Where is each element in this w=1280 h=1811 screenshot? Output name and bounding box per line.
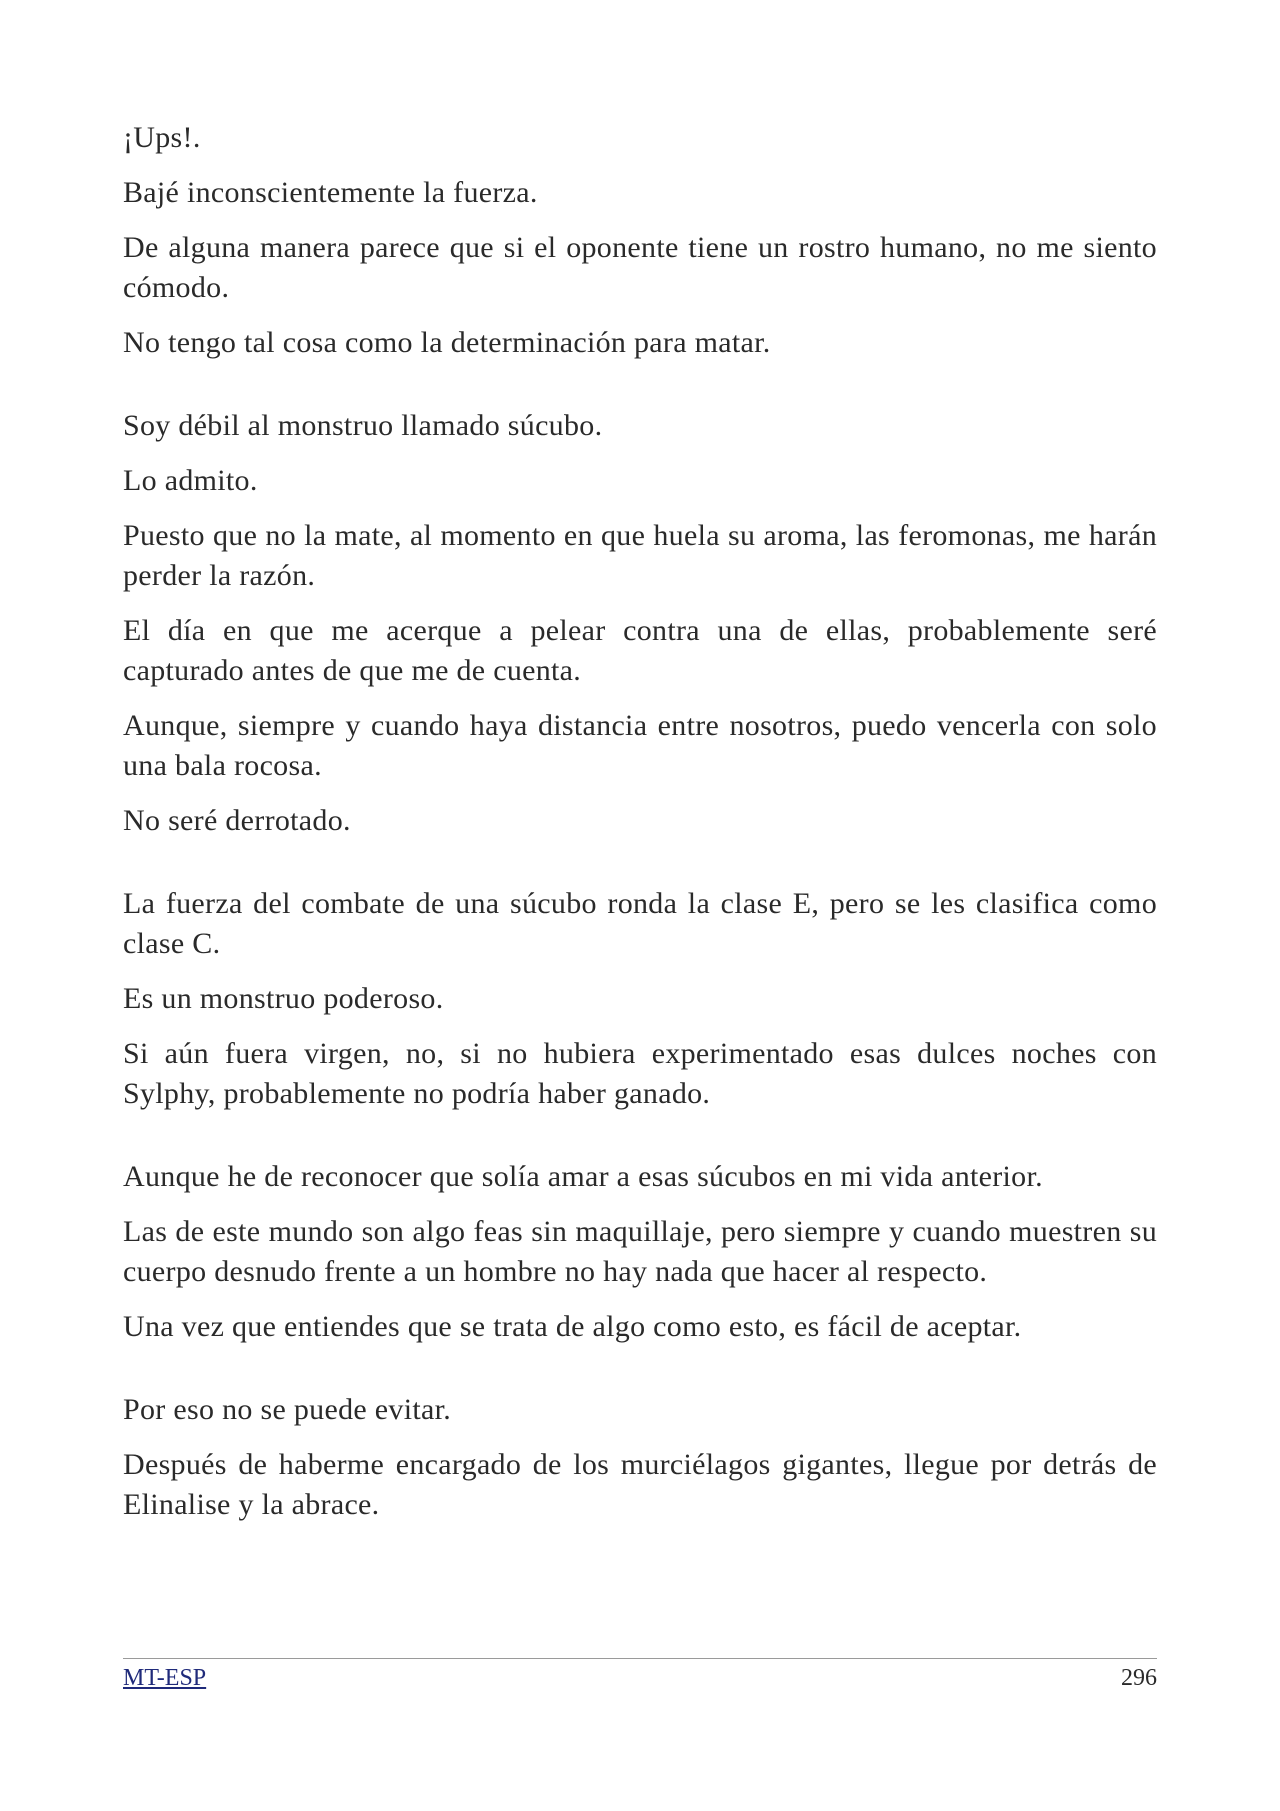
document-body (123, 118, 1157, 1540)
paragraph: Si aún fuera virgen, no, si no hubiera experimentado esas dulces noches con Sylphy, probablemente no podría haber ganado. (123, 1037, 1157, 1110)
paragraph: El día en que me acerque a pelear contra una de ellas, probablemente seré capturado antes de que me de cuenta. (123, 614, 1157, 687)
paragraph: Soy débil al monstruo llamado súcubo. (123, 409, 603, 442)
paragraph: Aunque, siempre y cuando haya distancia entre nosotros, puedo vencerla con solo una bala rocosa. (123, 709, 1157, 782)
paragraph: Aunque he de reconocer que solía amar a esas súcubos en mi vida anterior. (123, 1160, 1043, 1193)
footer-divider (123, 1658, 1157, 1659)
page-footer (123, 1662, 1157, 1694)
paragraph: Bajé inconscientemente la fuerza. (123, 176, 538, 209)
paragraph: Las de este mundo son algo feas sin maquillaje, pero siempre y cuando muestren su cuerpo desnudo frente a un hombre no hay nada que hacer al respecto. (123, 1215, 1157, 1288)
paragraph: De alguna manera parece que si el oponente tiene un rostro humano, no me siento cómodo. (123, 231, 1157, 304)
paragraph: Por eso no se puede evitar. (123, 1393, 452, 1426)
paragraph: Es un monstruo poderoso. (123, 982, 444, 1015)
paragraph: Lo admito. (123, 464, 258, 497)
paragraph: No tengo tal cosa como la determinación para matar. (123, 326, 771, 359)
paragraph: Después de haberme encargado de los murciélagos gigantes, llegue por detrás de Elinalise y la abrace. (123, 1448, 1157, 1521)
paragraph: Una vez que entiendes que se trata de algo como esto, es fácil de aceptar. (123, 1310, 1022, 1343)
paragraph: Puesto que no la mate, al momento en que huela su aroma, las feromonas, me harán perder la razón. (123, 519, 1157, 592)
paragraph: ¡Ups!. (123, 121, 201, 154)
paragraph: No seré derrotado. (123, 804, 351, 837)
footer-source-link[interactable]: MT-ESP (123, 1665, 207, 1691)
page-number: 296 (1121, 1665, 1157, 1691)
paragraph: La fuerza del combate de una súcubo ronda la clase E, pero se les clasifica como clase C. (123, 887, 1157, 960)
